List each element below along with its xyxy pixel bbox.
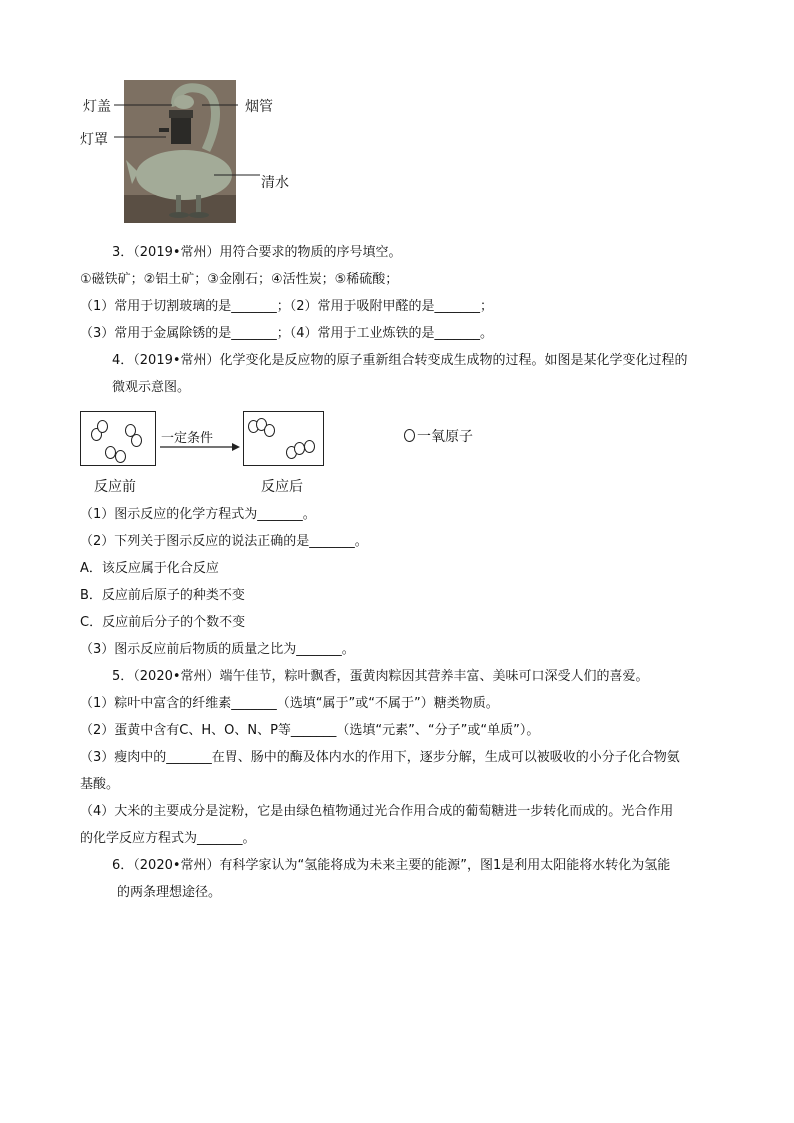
q5-sub3-line2: 基酸。 — [80, 777, 120, 792]
q3-stem: 3．（2019•常州）用符合要求的物质的序号填空。 — [112, 245, 402, 260]
q3-options: ①磁铁矿；②铝土矿；③金刚石；④活性炭；⑤稀硫酸； — [80, 272, 399, 287]
label-lamp-shade: 灯罩 — [80, 132, 108, 148]
oxygen-atom — [304, 440, 315, 453]
q5-sub4-line2: 的化学反应方程式为_______。 — [80, 831, 256, 846]
q4-sub1: （1）图示反应的化学方程式为_______。 — [80, 507, 316, 522]
q3-line1: （1）常用于切割玻璃的是_______；（2）常用于吸附甲醛的是_______； — [80, 299, 494, 314]
after-label: 反应后 — [261, 479, 303, 495]
q4-option-c: C．反应前后分子的个数不变 — [80, 615, 246, 630]
q6-stem-line1: 6．（2020•常州）有科学家认为“氢能将成为未来主要的能源”，图1是利用太阳能将水转化为氢能 — [112, 858, 671, 873]
q4-stem-line2: 微观示意图。 — [112, 380, 191, 395]
arrow-label: 一定条件 — [161, 431, 214, 446]
q5-sub4-line1: （4）大米的主要成分是淀粉，它是由绿色植物通过光合作用合成的葡萄糖进一步转化而成的。光合作用 — [80, 804, 674, 819]
oxygen-atom — [97, 420, 108, 433]
q4-sub2: （2）下列关于图示反应的说法正确的是_______。 — [80, 534, 368, 549]
q5-sub1: （1）粽叶中富含的纤维素_______（选填“属于”或“不属于”）糖类物质。 — [80, 696, 499, 711]
q4-option-b: B．反应前后原子的种类不变 — [80, 588, 245, 603]
label-lamp-cover: 灯盖 — [83, 99, 111, 115]
oxygen-atom — [264, 424, 275, 437]
before-reaction-box — [80, 411, 156, 466]
legend-oxygen-atom-icon — [404, 429, 415, 442]
reaction-arrow-icon — [160, 442, 242, 452]
q5-stem: 5．（2020•常州）端午佳节，粽叶飘香，蛋黄肉粽因其营养丰富、美味可口深受人们的喜爱。 — [112, 669, 649, 684]
q5-sub3-line1: （3）瘦肉中的_______在胃、肠中的酶及体内水的作用下，逐步分解，生成可以被吸收的小分子化合物氨 — [80, 750, 680, 765]
label-chimney: 烟管 — [245, 99, 273, 115]
legend-label: 一氧原子 — [417, 429, 473, 445]
oxygen-atom — [115, 450, 126, 463]
q4-option-a: A．该反应属于化合反应 — [80, 561, 219, 576]
label-water: 清水 — [261, 175, 289, 191]
after-reaction-box — [243, 411, 324, 466]
q3-line2: （3）常用于金属除锈的是_______；（4）常用于工业炼铁的是_______。 — [80, 326, 494, 341]
q4-stem-line1: 4．（2019•常州）化学变化是反应物的原子重新组合转变成生成物的过程。如图是某化学变化过程的 — [112, 353, 688, 368]
figure-leader-lines — [110, 95, 260, 185]
q4-sub3: （3）图示反应前后物质的质量之比为_______。 — [80, 642, 355, 657]
q5-sub2: （2）蛋黄中含有C、H、O、N、P等_______（选填“元素”、“分子”或“单质”）。 — [80, 723, 540, 738]
q6-stem-line2: 的两条理想途径。 — [117, 885, 222, 900]
oxygen-atom — [131, 434, 142, 447]
before-label: 反应前 — [94, 479, 136, 495]
